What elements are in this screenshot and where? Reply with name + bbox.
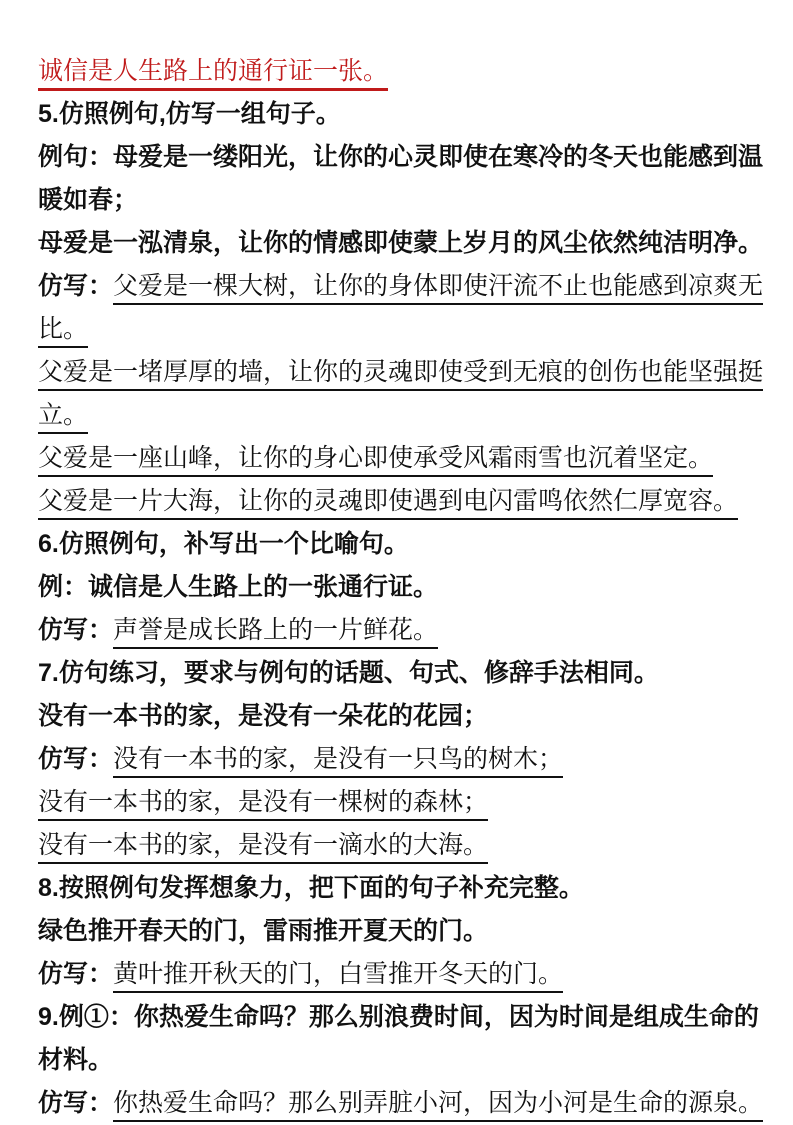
fangxie-label: 仿写： (38, 960, 114, 988)
line-text: 5.仿照例句,仿写一组句子。 (38, 100, 341, 128)
line-text: 7.仿句练习，要求与例句的话题、句式、修辞手法相同。 (38, 659, 659, 687)
line-text: 诚信是人生路上的通行证一张。 (38, 57, 388, 91)
line-text: 父爱是一棵大树，让你的身体即使汗流不止也能感到凉爽无比。 (38, 272, 763, 348)
question-line (38, 523, 771, 566)
line-text: 母爱是一泓清泉，让你的情感即使蒙上岁月的风尘依然纯洁明净。 (38, 229, 764, 257)
line-text: 黄叶推开秋天的门，白雪推开冬天的门。 (113, 960, 563, 993)
fangxie-label: 仿写： (38, 616, 114, 644)
answer-line (38, 1082, 771, 1125)
fangxie-label: 仿写： (38, 1089, 114, 1117)
line-text: 父爱是一堵厚厚的墙，让你的灵魂即使受到无痕的创伤也能坚强挺立。 (38, 358, 763, 434)
line-text: 没有一本书的家，是没有一只鸟的树木； (113, 745, 563, 778)
answer-line (38, 781, 771, 824)
fangxie-label: 仿写： (38, 745, 114, 773)
answer-line (38, 738, 771, 781)
line-text: 绿色推开春天的门，雷雨推开夏天的门。 (38, 917, 489, 945)
answer-line (38, 265, 771, 351)
line-text: 例句：母爱是一缕阳光，让你的心灵即使在寒冷的冬天也能感到温暖如春； (38, 143, 764, 214)
question-line (38, 566, 771, 609)
answer-line (38, 953, 771, 996)
question-line (38, 867, 771, 910)
answer-line-red (38, 50, 771, 93)
line-text: 父爱是一片大海，让你的灵魂即使遇到电闪雷鸣依然仁厚宽容。 (38, 487, 738, 520)
question-line (38, 93, 771, 136)
question-line (38, 136, 771, 222)
line-text: 9.例①：你热爱生命吗？那么别浪费时间，因为时间是组成生命的材料。 (38, 1003, 759, 1074)
answer-line (38, 824, 771, 867)
line-text: 8.按照例句发挥想象力，把下面的句子补充完整。 (38, 874, 584, 902)
answer-line (38, 437, 771, 480)
question-line (38, 910, 771, 953)
line-text: 你热爱生命吗？那么别弄脏小河，因为小河是生命的源泉。 (113, 1089, 763, 1122)
question-line (38, 222, 771, 265)
line-text: 父爱是一座山峰，让你的身心即使承受风霜雨雪也沉着坚定。 (38, 444, 713, 477)
line-text: 没有一本书的家，是没有一朵花的花园； (38, 702, 489, 730)
line-text: 例：诚信是人生路上的一张通行证。 (38, 573, 439, 601)
answer-line (38, 609, 771, 652)
question-line (38, 695, 771, 738)
line-text: 没有一本书的家，是没有一滴水的大海。 (38, 831, 488, 864)
question-line (38, 652, 771, 695)
fangxie-label: 仿写： (38, 272, 114, 300)
line-text: 6.仿照例句，补写出一个比喻句。 (38, 530, 409, 558)
line-text: 没有一本书的家，是没有一棵树的森林； (38, 788, 488, 821)
line-text: 声誉是成长路上的一片鲜花。 (113, 616, 438, 649)
answer-line (38, 351, 771, 437)
answer-line (38, 480, 771, 523)
question-line (38, 996, 771, 1082)
